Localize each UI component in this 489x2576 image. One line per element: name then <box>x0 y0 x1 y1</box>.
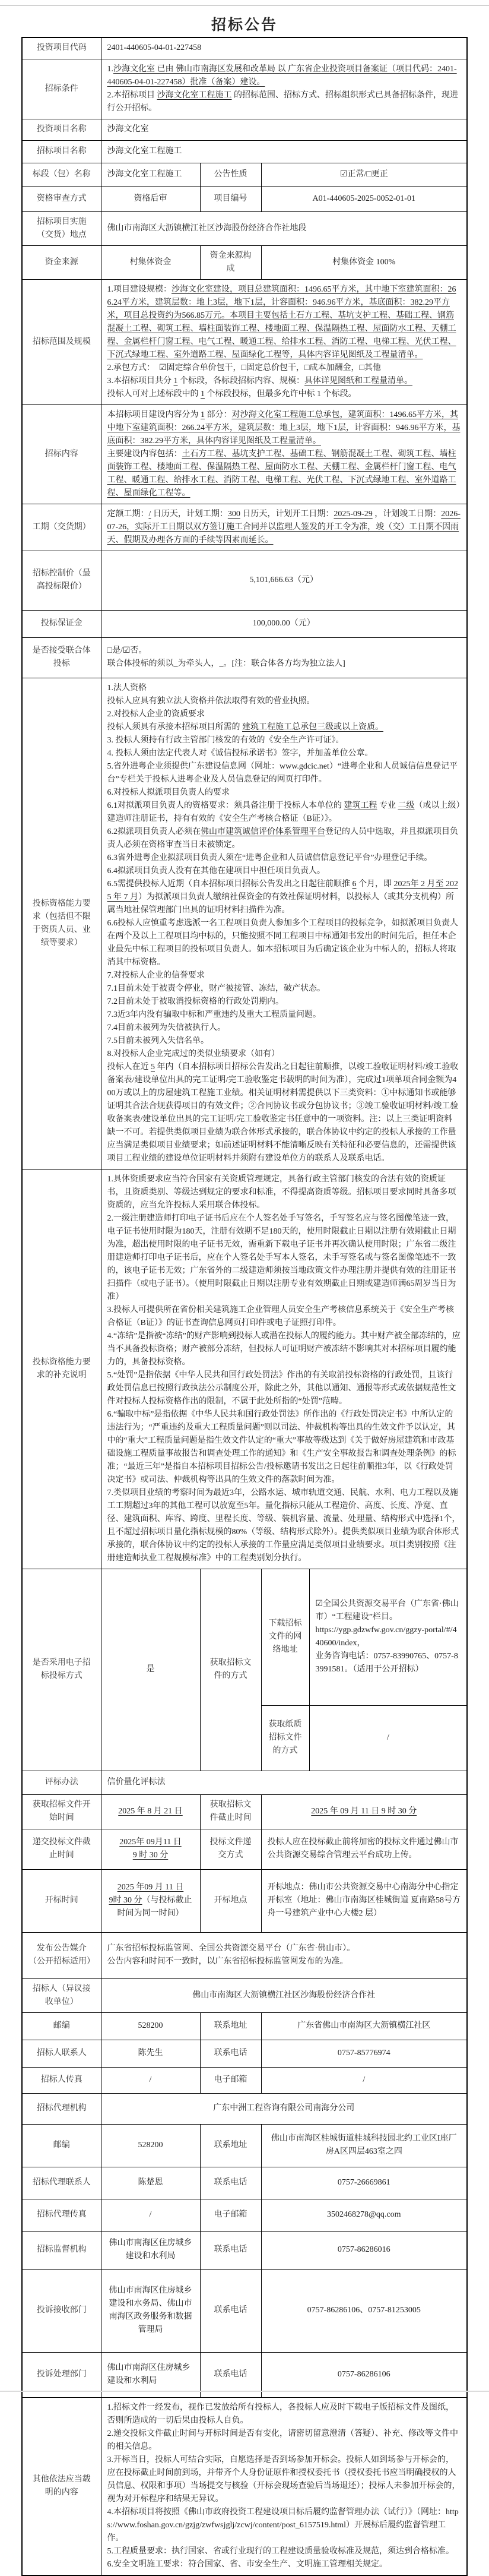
paragraph: 6.5需提供投标人近期（自本招标项目招标公告发出之日起往前顺推 6 个月，即 2025年 2 月至 2025 年 7 月）为拟派项目负责人缴纳社保资金的有效社保证明材料，以投标人（或其分支机构）所属当地社保管理部门出具的证明材料扫描件为准。 <box>107 879 458 915</box>
row-label: 招标项目名称 <box>22 140 101 163</box>
row-label: 开标时间 <box>22 1869 101 1932</box>
table-row <box>22 1932 467 1978</box>
paragraph: 2025 年 09 月 11 日 9 时 30 分 <box>311 1807 417 1816</box>
paragraph: 0757-86286106 <box>337 2370 390 2379</box>
paragraph: 佛山市南海区住房城乡建设和水利局 <box>107 2363 190 2385</box>
table-row <box>22 1169 467 1569</box>
row-label: 联系电话 <box>200 2040 261 2067</box>
row-label: 投标保证金 <box>22 610 101 637</box>
row-label: 招标代理传真 <box>22 2199 101 2231</box>
row-label: 电子邮箱 <box>200 2067 261 2093</box>
paragraph: 沙海文化室 <box>107 125 149 134</box>
paragraph: 本招标项目建设内容分为 1 部分：对沙海文化室工程施工总承包，建筑面积：1496.65平方米，其中地下室建筑面积：266.24平方米，建筑层数：地上3层，地下1层，计容面积：946.96平方米，基底面积：382.29平方米，具体内容详见图纸及工程量清单。 <box>107 410 461 445</box>
table-row <box>22 404 467 504</box>
row-label: 获取纸质招标文件的方式 <box>261 1705 309 1771</box>
row-label: 资格审查方式 <box>22 187 101 211</box>
row-label: 下载招标文件的网络地址 <box>261 1569 309 1705</box>
row-value <box>309 1705 467 1771</box>
paragraph: 佛山市南海区桂城街道桂城科技园北约工业区I座厂房A区四层463室之四 <box>271 2134 457 2156</box>
page-title: 招标公告 <box>211 17 278 33</box>
paragraph: 100,000.00（元） <box>252 619 315 628</box>
paragraph: 2.本招标项目 沙海文化室工程施工 的招标范围、招标方式、招标组织形式已具备招标条件，现进行公开招标。 <box>107 90 458 113</box>
paragraph: 528200 <box>138 2021 163 2030</box>
row-label: 邮编 <box>22 2012 101 2040</box>
paragraph: 沙海文化室工程施工 <box>107 170 182 179</box>
row-label: 公告性质 <box>200 163 261 187</box>
paragraph: 0757-85776974 <box>337 2049 390 2057</box>
paragraph: 2.承包方式： ☑固定综合单价包干，□固定总价包干，□成本加酬金，□其他 <box>107 363 381 372</box>
paragraph: 5.省外进粤企业须提供广东建设信息网（网址：www.gdcic.net）“进粤企业和人员诚信信息登记平台”专栏关于投标人进粤企业及人员信息登记的网页打印件。 <box>107 761 458 784</box>
table-row <box>22 187 467 211</box>
row-value <box>101 404 467 504</box>
row-value <box>101 2269 200 2352</box>
table-row <box>22 140 467 163</box>
paragraph: □是/☑否。 <box>107 646 147 655</box>
table-row <box>22 211 467 245</box>
paragraph: 主要建设内容包括：土石方工程、基坑支护工程、基础工程、钢筋混凝土工程、砌筑工程、墙柱面装饰工程、楼地面工程、保温隔热工程、屋面防水工程、天棚工程、金属栏杆门窗工程、电气工程、暖通工程、给排水工程、消防工程、电梯工程、光伏工程、下沉式绿地工程、室外道路工程、屋面绿化工程等。 <box>107 449 456 498</box>
row-value <box>101 504 467 551</box>
row-value <box>261 2040 467 2067</box>
paragraph: 9 时 30 分 <box>132 1851 169 1860</box>
paragraph: 3.开标当日，投标人可结合实际，自愿选择是否到场参加开标会。投标人如到场参与开标会的，应在投标截止时间前到场，并带齐个人身份证原件和授权委托书（授权委托书应当明确授权的人员信息、权限和事项）当场提交与核验（开标会现场查验后当场退还）；投标人未参加开标会的，视为对开标程序和结果无异议。 <box>107 2455 461 2504</box>
table-row <box>22 2040 467 2067</box>
paragraph: 7.1目前未处于被责令停业，财产被接管、冻结，破产状态。 <box>107 984 325 993</box>
row-value <box>101 1978 467 2012</box>
table-row <box>22 1978 467 2012</box>
row-label: 招标内容 <box>22 404 101 504</box>
paragraph: 资格后审 <box>134 194 167 203</box>
row-value <box>101 1771 467 1794</box>
paragraph: 佛山市南海区住房城乡建设和水利局 <box>109 2239 192 2261</box>
row-value <box>101 59 467 119</box>
row-label: 招标代理联系人 <box>22 2167 101 2199</box>
announcement-table-body <box>22 37 467 2575</box>
paragraph: 3. 投标人须持有行政主管部门核发的有效的《安全生产许可证》。 <box>107 735 344 745</box>
row-value <box>101 551 467 610</box>
row-value <box>101 1569 200 1771</box>
paragraph: 联合体投标的须以_为牵头人，_。[注：联合体各方均为独立法人] <box>107 659 345 668</box>
paragraph: 8.对投标人企业完成过的类似业绩要求（如有） <box>107 1049 280 1058</box>
row-label: 评标办法 <box>22 1771 101 1794</box>
paragraph: 2.一级注册建造师打印电子证书后应在个人签名处手写签名，手写签名应与签名图像笔迹一致，电子证书使用时限为180天，注册有效期不足180天的，使用时限截止日期以注册有效期截止日期为准，超出使用时限的电子证书无效，需重新下载电子证书并再次确认使用时限；广东省二级注册建造师打印电子证书后，应在个人签名处手写本人签名，未手写签名或与签名图像笔迹不一致的，该电子证书无效；广东省外的二级建造师须按当地政策文件办理注册并提供有效的注册证书扫描件（或电子证书）。（使用时限截止日期以注册专业有效期截止日期或建造师满65周岁当日为准） <box>107 1213 456 1301</box>
row-label: 投标资格能力要求的补充说明 <box>22 1169 101 1569</box>
paragraph: 1.沙海文化室 已由 佛山市南海区发展和改革局 以 广东省企业投资项目备案证（项目代码：2401-440605-04-01-227458）批准（备案）建设。 <box>107 64 457 87</box>
row-value <box>261 245 467 279</box>
row-label: 递交投标文件截止时间 <box>22 1829 101 1869</box>
row-label: 资金来源 <box>22 245 101 279</box>
row-label: 联系电话 <box>200 2352 261 2397</box>
table-row <box>22 2199 467 2231</box>
paragraph: 2.对投标人企业的资质要求 <box>107 709 205 719</box>
table-row <box>22 1829 467 1869</box>
table-row <box>22 504 467 551</box>
row-label: 招标控制价（最高投标限价） <box>22 551 101 610</box>
table-row <box>22 119 467 140</box>
paragraph: 2401-440605-04-01-227458 <box>107 43 202 53</box>
row-label: 联系地址 <box>200 2012 261 2040</box>
row-label: 招标人（异议接收单位） <box>22 1978 101 2012</box>
row-value <box>261 1869 467 1932</box>
table-row <box>22 2124 467 2167</box>
row-value <box>101 1869 200 1932</box>
row-label: 开标地点 <box>200 1869 261 1932</box>
paragraph: 7.类似项目业绩的考察时间为最近3年，公路水运、城市轨道交通、民航、水利、电力工程以及施工工期超过3年的其他工程可以放宽至5年。量化指标只能从工程造价、高度、长度、净宽、直径、建筑面积、库容、跨度、里程长度、等级、装机容量、流量、处理量、结构形式中选择1个，且不超过招标项目量化指标规模的80%（等级、结构形式除外）。提供类似项目业绩为联合体形式承接的，联合体协议中约定的投标人承接的工作量应满足类似项目业绩要求。项目类别按照《注册建造师执业工程规模标准》中的工程类别划分执行。 <box>107 1488 461 1563</box>
paragraph: A01-440605-2025-0052-01-01 <box>312 194 415 203</box>
paragraph: 6.“骗取中标”是指依据《中华人民共和国行政处罚法》所作出的《行政处罚决定书》中所认定的违法行为；“严重违约及重大工程质量问题”则以司法、仲裁机构等出具的生效文件予以认定，其中的“重大”工程质量问题是指生效文件认定的“重大”事故等级达到《关于做好房屋建筑和市政基础设施工程质量事故报告和调查处理工作的通知》和《生产安全事故报告和调查处理条例》的标准；“最近三年”是指自本招标项目招标公告/投标邀请书发出之日起往前顺推3年，以《行政处罚决定书》或司法、仲裁机构等出具的生效文件的落款时间为准。 <box>107 1409 456 1484</box>
paragraph: 5,101,666.63（元） <box>249 576 319 584</box>
row-value <box>261 2067 467 2093</box>
paragraph: 7.4目前未被列为失信被执行人。 <box>107 1023 226 1032</box>
paragraph: 7.对投标人企业的信誉要求 <box>107 971 205 980</box>
paragraph: 投标人可对上述标段中的 1 个标段投标，但最多允许中标 1 个标段。 <box>107 389 357 399</box>
paragraph: 1.法人资格 <box>107 683 147 693</box>
table-row <box>22 551 467 610</box>
paragraph: 5.工程质量要求：执行国家、省或行业现行的工程建设质量验收标准及规范，须达到合格标准。 <box>107 2546 454 2556</box>
row-value <box>101 637 467 678</box>
row-value <box>101 2199 200 2231</box>
paragraph: ☑正常/□更正 <box>339 170 388 179</box>
row-value <box>101 187 200 211</box>
announcement-table <box>21 37 468 2576</box>
paragraph: 是 <box>146 1665 155 1674</box>
row-label: 招标条件 <box>22 59 101 119</box>
paragraph: 陈楚恩 <box>138 2178 163 2187</box>
row-label: 是否采用电子招标投标方式 <box>22 1569 101 1771</box>
paragraph: 村集体资金 100% <box>332 257 396 267</box>
paragraph: 3.投标人可提供所在省份相关建筑施工企业管理人员安全生产考核信息系统关于《安全生产考核合格证（B证）》的证书查询信息网页打印件或电子证照打印件。 <box>107 1305 454 1327</box>
paragraph: 广东省招标投标监管网、全国公共资源交易平台（广东省·佛山市）。 <box>107 1944 355 1953</box>
row-value <box>101 163 200 187</box>
row-value <box>101 2124 200 2167</box>
paragraph: 佛山市南海区大沥镇横江社区沙海股份经济合作社 <box>192 1990 376 2000</box>
row-label: 标段（包）名称 <box>22 163 101 187</box>
table-row <box>22 2167 467 2199</box>
paragraph: 1.项目建设规模：沙海文化室建设，项目总建筑面积：1496.65平方米，其中地下室建筑面积：266.24平方米，建筑层数：地上3层，地下1层，计容面积：946.96平方米，基底面积：382.29平方米，项目总投资约为566.85万元。本项目主要包括土石方工程、基坑支护工程、基础工程、钢筋混凝土工程、砌筑工程、墙柱面装饰工程、楼地面工程、保温隔热工程、屋面防水工程、天棚工程、金属栏杆门窗工程、电气工程、暖通工程、给排水工程、消防工程、电梯工程、光伏工程、下沉式绿地工程、室外道路工程、屋面绿化工程等，具体内容详见图纸及工程量清单。 <box>107 285 456 359</box>
paragraph: 信价量化评标法 <box>107 1778 166 1787</box>
top-divider <box>0 5 489 6</box>
paragraph: 沙海文化室工程施工 <box>107 147 182 156</box>
row-label: 邮编 <box>22 2124 101 2167</box>
paragraph: 7.2目前未处于被取消投标资格的行政处罚期内。 <box>107 997 284 1006</box>
row-value <box>101 2167 200 2199</box>
table-row <box>22 2231 467 2269</box>
row-value <box>101 610 467 637</box>
row-value <box>101 1932 467 1978</box>
row-label: 招标范围及规模 <box>22 279 101 404</box>
table-row <box>22 279 467 404</box>
row-label: 资金来源构成 <box>200 245 261 279</box>
paragraph: 0757-26669861 <box>337 2178 390 2187</box>
paragraph: 定额工期：/ 日历天，计划工期：300 日历天，计划开工日期：2025-09-29 ，计划竣工日期：2026-07-26，实际开工日期以双方签订施工合同并以监理人签发的开工令为准，竣（交）工日期不因雨天、假期及办理各方面的手续等因素而延长。 <box>107 509 461 545</box>
paragraph: 广东中洲工程咨询有限公司南海分公司 <box>213 2104 355 2113</box>
row-label: 招标代理机构 <box>22 2093 101 2124</box>
table-row <box>22 1794 467 1829</box>
row-value <box>261 2012 467 2040</box>
paragraph: 4.“冻结”是指被“冻结”的财产影响到投标人或潜在投标人的履约能力。其中财产被全部冻结的，应当不具备投标资格；财产被部分冻结，但投标人可证明财产被冻结不影响其对本招标项目履约能力的，具备投标资格。 <box>107 1331 461 1367</box>
paragraph: 4.本招标项目将按照《佛山市政府投资工程建设项目标后履约监督管理办法（试行）》（网址：https://www.foshan.gov.cn/gzjg/zwfwsjglj/zcwj/content/post_6157519.html）开展标后履约监督管理工作。 <box>107 2507 459 2543</box>
paragraph: 陈先生 <box>138 2049 163 2057</box>
row-label: 联系电话 <box>200 2269 261 2352</box>
row-value <box>101 1169 467 1569</box>
table-row <box>22 637 467 678</box>
table-row <box>22 1569 467 1705</box>
row-value <box>101 279 467 404</box>
row-label: 发布公告媒介（公开招标适用） <box>22 1932 101 1978</box>
row-label: 招标项目实施（交货）地点 <box>22 211 101 245</box>
paragraph: 1.具体资质要求应当符合国家有关资质管理规定，具备行政主管部门核发的合法有效的资质证书，且资质类别、等级达到规定的要求和标准，不得提高资质等级。招标项目要求同时具备多项资质的，应当允许投标人采用联合体投标。 <box>107 1174 456 1210</box>
paragraph: 0757-86286106、0757-81253005 <box>307 2306 421 2315</box>
paragraph: 6.对投标人拟派项目负责人的要求 <box>107 788 230 797</box>
row-value <box>101 211 467 245</box>
row-label: 获取招标文件的方式 <box>200 1569 261 1771</box>
paragraph: 6.4拟派项目负责人没有在其他在建项目中担任项目负责人。 <box>107 866 325 875</box>
table-row <box>22 678 467 1169</box>
paragraph: 投标人应在投标截止前将加密的投标文件通过佛山市公共资源交易综合管理云平台成功上传。 <box>267 1838 459 1860</box>
paragraph: 投标人须具有承接本招标项目所需的 建筑工程施工总承包三级或以上资质。 <box>107 722 383 732</box>
paragraph: / <box>386 1733 389 1742</box>
row-label: 获取招标文件开始时间 <box>22 1794 101 1829</box>
row-value <box>261 2124 467 2167</box>
paragraph: 6.安全文明施工要求：符合国家、省、市安全生产、文明施工管理相关规定。 <box>107 2559 388 2569</box>
row-label: 招标监督机构 <box>22 2231 101 2269</box>
table-row <box>22 2093 467 2124</box>
row-label: 电子邮箱 <box>200 2199 261 2231</box>
table-row <box>22 59 467 119</box>
table-row <box>22 1869 467 1932</box>
paragraph: 开标地点：佛山市公共资源交易中心南海分中心指定开标室（地址：佛山市南海区桂城街道 夏南路58号方舟一号建筑产业中心大楼2 层） <box>267 1883 461 1918</box>
row-value <box>101 1794 200 1829</box>
row-label: 工期（交货期） <box>22 504 101 551</box>
row-value <box>309 1569 467 1705</box>
row-label: 投资项目代码 <box>22 37 101 59</box>
row-value <box>101 2231 200 2269</box>
paragraph: 3.本招标项目共分 1 个标段，各标段招标内容、规模：具体详见图纸和工程量清单。 <box>107 376 412 385</box>
row-label: 投标文件递交方式 <box>200 1829 261 1869</box>
table-row <box>22 610 467 637</box>
table-row <box>22 2269 467 2352</box>
paragraph: 村集体资金 <box>129 257 172 267</box>
table-row <box>22 1771 467 1794</box>
row-label: 投资项目名称 <box>22 119 101 140</box>
table-row <box>22 163 467 187</box>
paragraph: 9时 30 分（与投标截止时间为同一时间） <box>109 1896 192 1918</box>
table-row <box>22 37 467 59</box>
paragraph: 2025年 09月11 日 <box>119 1838 182 1847</box>
row-value <box>261 187 467 211</box>
row-value <box>261 1829 467 1869</box>
paragraph: 业务咨询电话：0757-83990765、0757-83991581。（适用于公开招标） <box>315 1652 458 1674</box>
row-label: 联系地址 <box>200 2124 261 2167</box>
table-row <box>22 245 467 279</box>
row-label: 项目编号 <box>200 187 261 211</box>
paragraph: 3502468278@qq.com <box>327 2210 401 2219</box>
paragraph: 投标人应具有独立法人资格并依法取得有效的营业执照。 <box>107 696 315 706</box>
paragraph: 5.“处罚”是指依据《中华人民共和国行政处罚法》作出的有关取消投标资格的行政处罚，且该行政处罚信息已按照行政执法公示制度公开，除此之外，其他以通知、通报等形式或依据规范性文件对投标人投标资格作出的限制，不属于此处所指的“处罚”范畴。 <box>107 1370 456 1406</box>
paragraph: 公告内容和时间不一致时，以广东省招标投标监管网发布的为准。 <box>107 1957 348 1966</box>
paragraph: 投标人在近 5 年内（自本招标项目招标公告发出之日起往前顺推，以竣工验收证明材料/竣工验收备案表/建设单位出具的完工证明/完工验收鉴定书载明的时间为准），完成过1项单项合同金额为400万或以上的房屋建筑工程施工业绩。相关证明材料需提供以下三类资料：①中标通知书或能够证明其合法合规获得项目的有效文件；②合同协议书或分包协议书；③竣工验收证明材料/竣工验收备案表/建设单位出具的完工证明/完工验收鉴定书任意中的一项资料。注：以上三类证明资料缺一不可。若提供类似项目业绩为联合体形式承接的，联合体协议中约定的投标人承接的工作量应当满足类似项目业绩要求；如前述证明材料不能清晰反映有关特征和必要信息的，还需提供该项目工程业绩的建设单位证明材料并须附有建设单位方的联系人及联系电话。 <box>107 1062 459 1163</box>
row-label: 其他依法应当载明的内容 <box>22 2397 101 2575</box>
row-value <box>101 119 467 140</box>
row-label: 招标人联系人 <box>22 2040 101 2067</box>
table-row <box>22 2067 467 2093</box>
paragraph: 6.3省外进粤企业拟派项目负责人须在“进粤企业和人员诚信信息登记平台”办理登记手续。 <box>107 853 433 862</box>
row-value <box>101 140 467 163</box>
paragraph: https://ygp.gdzwfw.gov.cn/ggzy-portal/#/440600/index， <box>315 1626 457 1648</box>
paragraph: 6.6投标人应慎重考虑选派一名工程项目负责人参加多个工程项目的投标竞争，如拟派项目负责人在两个及以上工程项目均中标的，只能按照不同工程项目中标通知书发出的时间先后，担任本企业最先中标工程项目的投标项目负责人。如本招标项目为后确定该企业为中标人的，招标人将取消其中标资格。 <box>107 918 458 967</box>
row-value <box>101 2012 200 2040</box>
paragraph: 佛山市南海区大沥镇横江社区沙海股份经济合作社地段 <box>107 223 307 233</box>
row-value <box>101 2067 200 2093</box>
row-label: 投标资格能力要求（包括但不限于资质人员、业绩等要求） <box>22 678 101 1169</box>
row-value <box>261 2269 467 2352</box>
row-label: 获取招标文件截止时间 <box>200 1794 261 1829</box>
paragraph: 2025 年09 月 11 日 <box>117 1883 184 1892</box>
paragraph: ☑全国公共资源交易平台（广东省·佛山市）“工程建设”栏目。 <box>315 1600 459 1622</box>
row-value <box>101 245 200 279</box>
paragraph: 佛山市南海区住房城乡建设和水务局、佛山市南海区政务服务和数据管理局 <box>109 2286 192 2334</box>
row-value <box>101 37 467 59</box>
row-value <box>261 1794 467 1829</box>
paragraph: 6.1对拟派项目负责人的资格要求：须具备注册于投标人本单位的 建筑工程 专业 二级（或以上级）建造师注册证书，持有有效的《安全生产考核合格证（B证）》。 <box>107 801 461 823</box>
bottom-divider <box>0 2391 489 2392</box>
row-label: 投诉接收部门 <box>22 2269 101 2352</box>
row-label: 招标人传真 <box>22 2067 101 2093</box>
row-value <box>261 2167 467 2199</box>
paragraph: 7.3近3年内没有骗取中标和严重违约及重大工程质量问题。 <box>107 1010 321 1019</box>
paragraph: / <box>149 2075 152 2084</box>
row-label: 联系电话 <box>200 2231 261 2269</box>
paragraph: 6.2拟派项目负责人必须在佛山市建筑诚信评价体系管理平台登记的人员中选取，并且拟派项目负责人必须在资格审查当日未被锁定。 <box>107 827 458 849</box>
paragraph: 2.递交投标文件截止时间与开标时间是否有变化，请密切留意澄清（答疑）、补充、修改等文件中的相关信息。 <box>107 2429 458 2451</box>
row-value <box>101 1829 200 1869</box>
row-label: 联系电话 <box>200 2167 261 2199</box>
paragraph: 2025 年 8 月 21 日 <box>118 1807 183 1816</box>
table-row <box>22 2397 467 2575</box>
paragraph: / <box>363 2075 366 2084</box>
paragraph: 0757-86286016 <box>337 2245 390 2254</box>
row-label: 投诉处理部门 <box>22 2352 101 2397</box>
paragraph: 1.招标文件一经发布，视作已发放给所有投标人，各投标人应及时下载电子版招标文件及图纸，否则所造成的一切后果由投标人自负。 <box>107 2403 454 2425</box>
row-value <box>101 2397 467 2575</box>
row-value <box>101 678 467 1169</box>
row-label: 是否接受联合体投标 <box>22 637 101 678</box>
row-value <box>101 2093 467 2124</box>
paragraph: 7.5目前未被列入失信名单。 <box>107 1036 209 1045</box>
paragraph: / <box>149 2210 152 2219</box>
row-value <box>261 163 467 187</box>
row-value <box>101 2040 200 2067</box>
row-value <box>261 2231 467 2269</box>
table-row <box>22 2012 467 2040</box>
row-value <box>261 2199 467 2231</box>
paragraph: 4. 投标人须由法定代表人对《诚信投标承诺书》签字，并加盖单位公章。 <box>107 748 373 758</box>
paragraph: 528200 <box>138 2141 163 2150</box>
paragraph: 广东省佛山市南海区大沥镇横江社区 <box>297 2021 431 2030</box>
